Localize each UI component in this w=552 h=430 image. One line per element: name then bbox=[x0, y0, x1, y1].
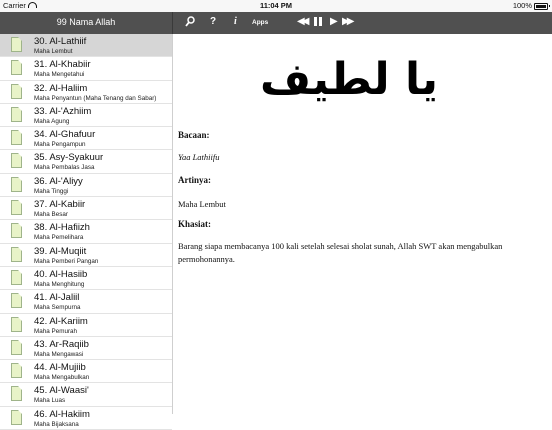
search-button[interactable] bbox=[185, 16, 195, 31]
document-icon bbox=[11, 363, 22, 378]
item-name: 31. Al-Khabiir bbox=[34, 59, 91, 71]
item-meaning: Maha Pembalas Jasa bbox=[34, 164, 95, 172]
list-item[interactable] bbox=[0, 81, 172, 104]
document-icon bbox=[11, 410, 22, 425]
khasiat-text: Barang siapa membacanya 100 kali setelah selesai sholat sunah, Allah SWT akan mengabulkan permohonannya. bbox=[178, 241, 503, 264]
item-meaning: Maha Pemberi Pangan bbox=[34, 257, 99, 265]
list-item[interactable] bbox=[0, 34, 172, 57]
list-item[interactable] bbox=[0, 174, 172, 197]
list-item[interactable] bbox=[0, 57, 172, 80]
rewind-button[interactable]: ◀◀ bbox=[297, 16, 307, 27]
item-name: 30. Al-Lathiif bbox=[34, 36, 87, 47]
item-name: 38. Al-Hafiizh bbox=[34, 222, 90, 234]
artinya-text: Maha Lembut bbox=[178, 199, 226, 209]
item-meaning: Maha Pemelihara bbox=[34, 234, 84, 242]
item-meaning: Maha Lembut bbox=[34, 48, 73, 55]
carrier-label: Carrier bbox=[3, 1, 26, 10]
document-icon bbox=[11, 247, 22, 262]
item-meaning: Maha Menghitung bbox=[34, 280, 85, 288]
list-item[interactable] bbox=[0, 220, 172, 243]
list-item[interactable] bbox=[0, 337, 172, 360]
list-item[interactable] bbox=[0, 104, 172, 127]
item-name: 42. Al-Kariim bbox=[34, 315, 88, 327]
arabic-calligraphy bbox=[259, 44, 439, 114]
item-name: 40. Al-Hasiib bbox=[34, 268, 88, 280]
battery-percent: 100% bbox=[512, 1, 532, 10]
item-meaning: Maha Sempurna bbox=[34, 304, 81, 312]
list-item[interactable] bbox=[0, 383, 172, 406]
arabic-text: يا لطيف bbox=[259, 54, 439, 105]
item-name: 32. Al-Haliim bbox=[34, 82, 88, 94]
item-name: 34. Al-Ghafuur bbox=[34, 129, 96, 141]
names-list[interactable] bbox=[0, 34, 173, 428]
item-name: 41. Al-Jaliil bbox=[34, 292, 80, 304]
toolbar bbox=[0, 12, 552, 34]
item-name: 46. Al-Hakiim bbox=[34, 408, 90, 420]
list-item[interactable] bbox=[0, 244, 172, 267]
item-name: 45. Al-Waasi' bbox=[34, 385, 89, 397]
list-item[interactable] bbox=[0, 150, 172, 173]
item-meaning: Maha Mengetahui bbox=[34, 71, 85, 79]
khasiat-label: Khasiat: bbox=[178, 219, 212, 229]
item-name: 36. Al-'Aliyy bbox=[34, 175, 83, 187]
document-icon bbox=[11, 293, 22, 308]
document-icon bbox=[11, 130, 22, 145]
play-button[interactable]: ▶ bbox=[330, 16, 338, 27]
item-name: 37. Al-Kabiir bbox=[34, 199, 86, 211]
pause-icon bbox=[314, 17, 322, 26]
detail-pane bbox=[173, 34, 552, 414]
document-icon bbox=[11, 84, 22, 99]
pause-button[interactable] bbox=[314, 16, 322, 29]
item-meaning: Maha Besar bbox=[34, 211, 68, 219]
item-name: 43. Ar-Raqiib bbox=[34, 338, 89, 350]
item-meaning: Maha Mengabulkan bbox=[34, 374, 90, 382]
item-meaning: Maha Tinggi bbox=[34, 187, 69, 195]
status-bar bbox=[0, 0, 552, 12]
item-name: 35. Asy-Syakuur bbox=[34, 152, 104, 164]
document-icon bbox=[11, 317, 22, 332]
info-button[interactable]: i bbox=[234, 16, 237, 27]
document-icon bbox=[11, 340, 22, 355]
document-icon bbox=[11, 37, 22, 52]
item-name: 39. Al-Muqiit bbox=[34, 245, 87, 257]
forward-button[interactable]: ▶▶ bbox=[342, 16, 352, 27]
document-icon bbox=[11, 223, 22, 238]
item-meaning: Maha Luas bbox=[34, 397, 66, 405]
artinya-label: Artinya: bbox=[178, 175, 211, 185]
item-meaning: Maha Pemurah bbox=[34, 327, 78, 335]
item-meaning: Maha Mengawasi bbox=[34, 350, 84, 358]
app-title: 99 Nama Allah bbox=[56, 17, 116, 27]
help-button[interactable]: ? bbox=[210, 16, 217, 27]
search-icon bbox=[185, 16, 195, 27]
document-icon bbox=[11, 107, 22, 122]
item-meaning: Maha Pengampun bbox=[34, 141, 86, 149]
item-meaning: Maha Agung bbox=[34, 117, 70, 125]
list-item[interactable] bbox=[0, 267, 172, 290]
item-meaning: Maha Bijaksana bbox=[34, 420, 79, 428]
apps-button[interactable]: Apps bbox=[252, 19, 269, 26]
battery-icon bbox=[534, 3, 548, 10]
list-item[interactable] bbox=[0, 197, 172, 220]
list-item[interactable] bbox=[0, 127, 172, 150]
document-icon bbox=[11, 60, 22, 75]
toolbar-divider bbox=[172, 12, 173, 34]
document-icon bbox=[11, 270, 22, 285]
list-item[interactable] bbox=[0, 290, 172, 313]
document-icon bbox=[11, 153, 22, 168]
list-item[interactable] bbox=[0, 407, 172, 430]
document-icon bbox=[11, 177, 22, 192]
clock: 11:04 PM bbox=[259, 1, 293, 10]
document-icon bbox=[11, 200, 22, 215]
bacaan-text: Yaa Lathiifu bbox=[178, 152, 220, 162]
list-item[interactable] bbox=[0, 360, 172, 383]
bacaan-label: Bacaan: bbox=[178, 130, 210, 140]
item-meaning: Maha Penyantun (Maha Tenang dan Sabar) bbox=[34, 94, 157, 102]
list-item[interactable] bbox=[0, 314, 172, 337]
item-name: 44. Al-Mujiib bbox=[34, 362, 86, 374]
document-icon bbox=[11, 386, 22, 401]
item-name: 33. Al-'Azhiim bbox=[34, 105, 92, 117]
